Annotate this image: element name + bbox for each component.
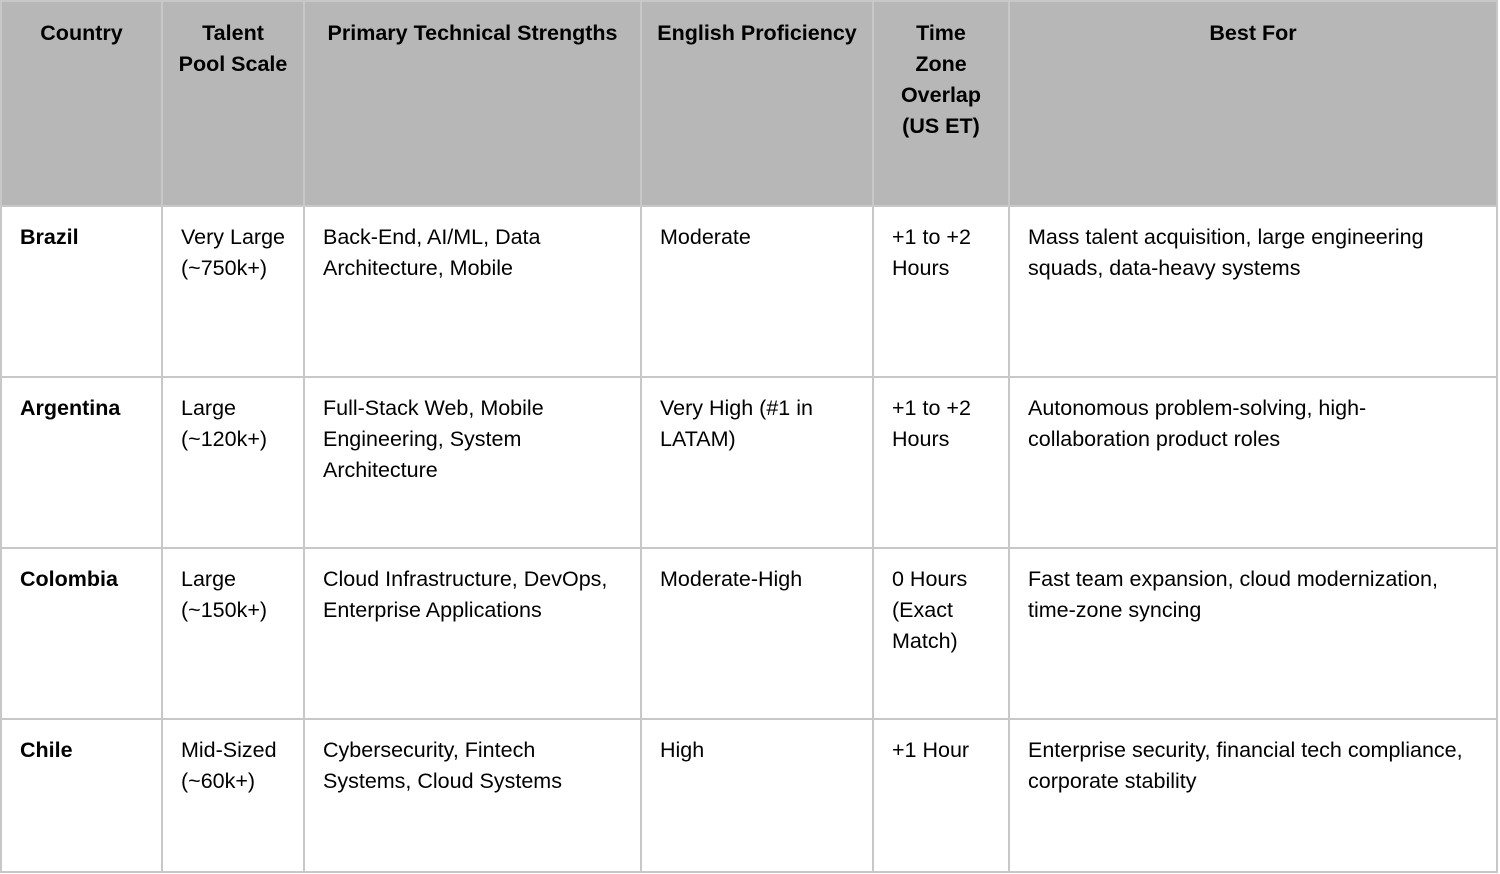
cell-time-zone: +1 to +2 Hours xyxy=(873,206,1009,377)
cell-country: Colombia xyxy=(1,548,162,719)
cell-english: High xyxy=(641,719,873,872)
cell-best-for: Fast team expansion, cloud modernization, time-zone syncing xyxy=(1009,548,1497,719)
table-row xyxy=(1,377,1497,548)
cell-strengths: Back-End, AI/ML, Data Architecture, Mobile xyxy=(304,206,641,377)
cell-talent-pool: Very Large (~750k+) xyxy=(162,206,304,377)
cell-talent-pool: Large (~120k+) xyxy=(162,377,304,548)
cell-country: Brazil xyxy=(1,206,162,377)
table-row xyxy=(1,719,1497,872)
cell-talent-pool: Mid-Sized (~60k+) xyxy=(162,719,304,872)
cell-time-zone: 0 Hours (Exact Match) xyxy=(873,548,1009,719)
header-country: Country xyxy=(1,1,162,206)
header-best-for: Best For xyxy=(1009,1,1497,206)
cell-strengths: Full-Stack Web, Mobile Engineering, System Architecture xyxy=(304,377,641,548)
cell-best-for: Autonomous problem-solving, high-collaboration product roles xyxy=(1009,377,1497,548)
cell-best-for: Mass talent acquisition, large engineering squads, data-heavy systems xyxy=(1009,206,1497,377)
cell-english: Moderate xyxy=(641,206,873,377)
cell-talent-pool: Large (~150k+) xyxy=(162,548,304,719)
table-row xyxy=(1,206,1497,377)
cell-strengths: Cloud Infrastructure, DevOps, Enterprise Applications xyxy=(304,548,641,719)
cell-time-zone: +1 to +2 Hours xyxy=(873,377,1009,548)
header-talent-pool-scale: Talent Pool Scale xyxy=(162,1,304,206)
cell-country: Chile xyxy=(1,719,162,872)
table-row xyxy=(1,548,1497,719)
header-row xyxy=(1,1,1497,206)
cell-english: Moderate-High xyxy=(641,548,873,719)
cell-english: Very High (#1 in LATAM) xyxy=(641,377,873,548)
table-body xyxy=(1,206,1497,872)
table-header xyxy=(1,1,1497,206)
header-time-zone-overlap: Time Zone Overlap (US ET) xyxy=(873,1,1009,206)
cell-best-for: Enterprise security, financial tech compliance, corporate stability xyxy=(1009,719,1497,872)
header-primary-technical-strengths: Primary Technical Strengths xyxy=(304,1,641,206)
cell-time-zone: +1 Hour xyxy=(873,719,1009,872)
cell-strengths: Cybersecurity, Fintech Systems, Cloud Systems xyxy=(304,719,641,872)
cell-country: Argentina xyxy=(1,377,162,548)
header-english-proficiency: English Proficiency xyxy=(641,1,873,206)
